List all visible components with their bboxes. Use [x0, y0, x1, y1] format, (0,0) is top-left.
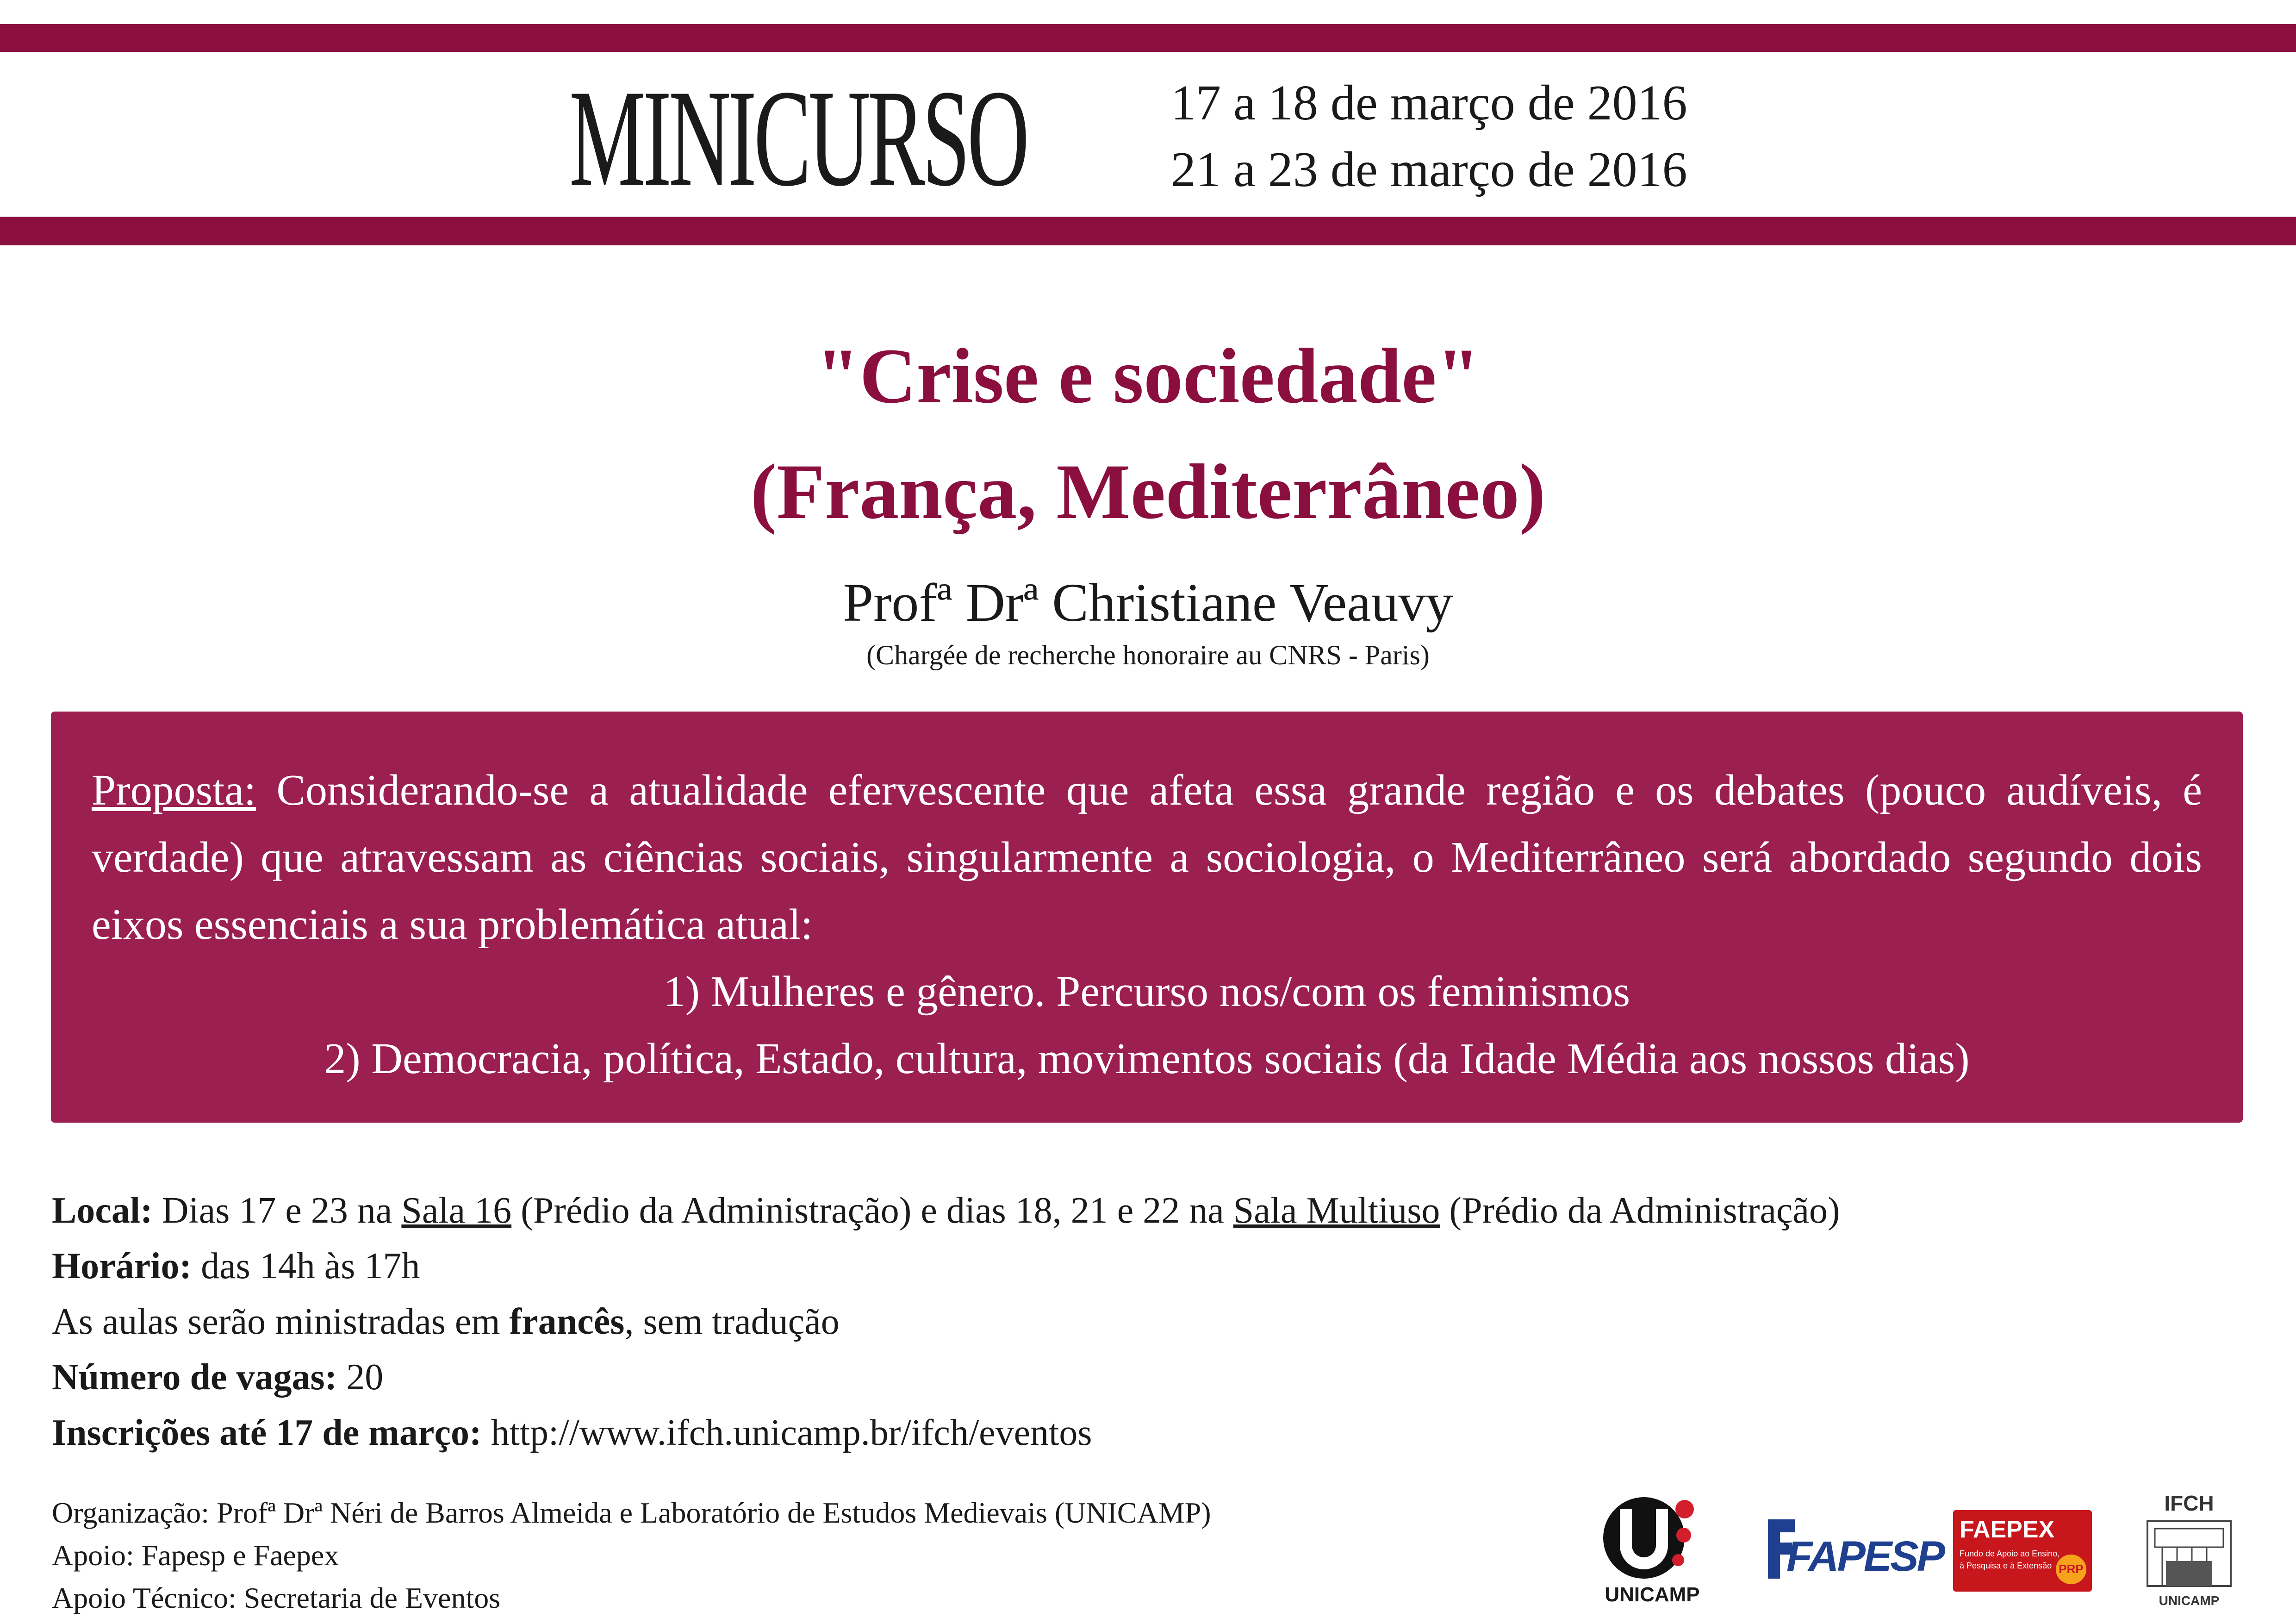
language-text-1: As aulas serão ministradas em [52, 1301, 510, 1342]
date-line-2: 21 a 23 de março de 2016 [1171, 142, 1687, 197]
local-text-3: (Prédio da Administração) [1440, 1190, 1840, 1231]
proposal-paragraph [92, 757, 2202, 958]
header-bottom-bar [0, 217, 2296, 245]
registration-link[interactable]: http://www.ifch.unicamp.br/ifch/eventos [481, 1412, 1092, 1453]
proposal-label: Proposta: [92, 766, 256, 814]
event-info [52, 1183, 1840, 1461]
vacancies-label: Número de vagas: [52, 1357, 337, 1398]
credit-technical-support: Apoio Técnico: Secretaria de Eventos [52, 1581, 501, 1614]
speaker-affiliation: (Chargée de recherche honoraire au CNRS - Paris) [866, 640, 1430, 670]
course-title-line-2: (França, Mediterrâneo) [750, 448, 1546, 535]
local-room-1: Sala 16 [401, 1190, 512, 1231]
proposal-item-1: 1) Mulheres e gênero. Percurso nos/com os feminismos [663, 968, 1630, 1016]
header-top-bar [0, 24, 2296, 52]
unicamp-logo [1592, 1491, 1712, 1606]
course-title-line-1: "Crise e sociedade" [815, 332, 1481, 419]
ifch-logo [2138, 1491, 2240, 1611]
ifch-logo-top-caption: IFCH [2164, 1491, 2214, 1515]
building-icon [2138, 1517, 2240, 1591]
info-language [52, 1294, 1840, 1349]
fapesp-logo-caption: FAPESP [1786, 1533, 1944, 1580]
speaker-name: Profª Drª Christiane Veauvy [843, 572, 1453, 633]
local-label: Local: [52, 1190, 153, 1231]
local-text-2: (Prédio da Administração) e dias 18, 21 e 22 na [511, 1190, 1233, 1231]
fapesp-logo [1759, 1514, 1944, 1588]
credits [52, 1492, 1211, 1619]
faepex-badge-text: PRP [2059, 1562, 2084, 1576]
info-registration [52, 1405, 1840, 1461]
credit-support: Apoio: Fapesp e Faepex [52, 1539, 339, 1572]
date-line-1: 17 a 18 de março de 2016 [1171, 75, 1687, 131]
proposal-item-2: 2) Democracia, política, Estado, cultura, movimentos sociais (da Idade Média aos nossos dias) [324, 1035, 1970, 1083]
event-type-heading: MINICURSO [569, 61, 1027, 215]
vacancies-value: 20 [337, 1357, 384, 1398]
info-vacancies [52, 1349, 1840, 1405]
info-schedule [52, 1238, 1840, 1294]
schedule-label: Horário: [52, 1246, 192, 1287]
registration-label: Inscrições até 17 de março: [52, 1412, 482, 1453]
schedule-value: das 14h às 17h [192, 1246, 420, 1287]
unicamp-logo-caption: UNICAMP [1605, 1583, 1700, 1606]
faepex-logo-caption: FAEPEX [1960, 1516, 2055, 1543]
language-text-2: , sem tradução [624, 1301, 840, 1342]
faepex-logo [1953, 1510, 2092, 1592]
unicamp-emblem-icon [1592, 1491, 1712, 1583]
proposal-text: Considerando-se a atualidade efervescente que afeta essa grande região e os debates (pouco audíveis, é verdade) que atravessam as ciências sociais, singularmente a sociologia, o Mediterrâneo será abordado segundo dois eixos essenciais a sua problemática atual: [92, 766, 2202, 949]
ifch-logo-bottom-caption: UNICAMP [2159, 1593, 2220, 1608]
local-room-2: Sala Multiuso [1233, 1190, 1440, 1231]
local-text-1: Dias 17 e 23 na [152, 1190, 402, 1231]
info-local [52, 1183, 1840, 1238]
credit-organization: Organização: Profª Drª Néri de Barros Almeida e Laboratório de Estudos Medievais (UNICAMP) [52, 1496, 1211, 1529]
faepex-subcaption-2: à Pesquisa e à Extensão [1960, 1561, 2052, 1570]
faepex-badge [2056, 1555, 2086, 1584]
faepex-subcaption-1: Fundo de Apoio ao Ensino, [1960, 1549, 2060, 1558]
language-value: francês [509, 1301, 625, 1342]
proposal-box [51, 712, 2243, 1123]
